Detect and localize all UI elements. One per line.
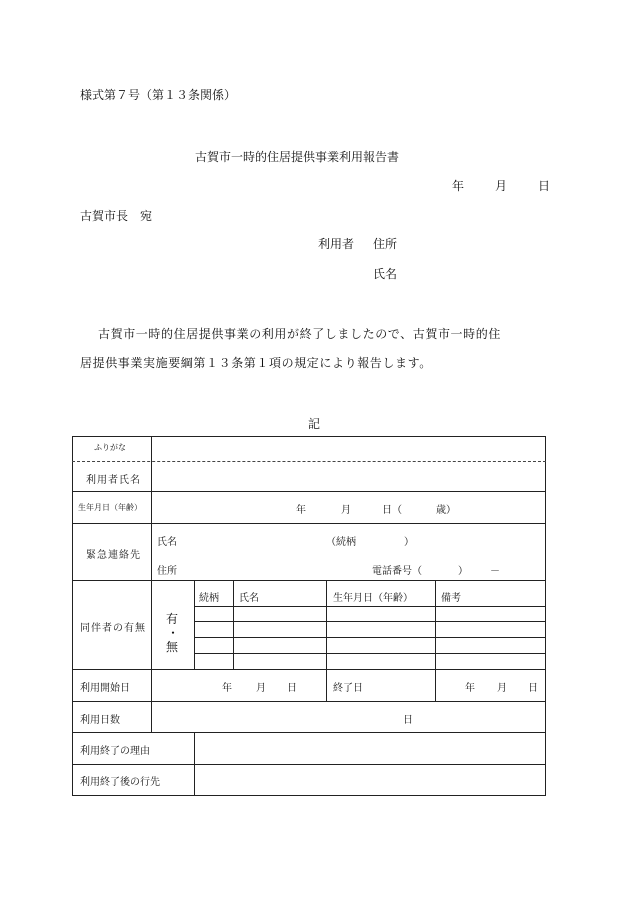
end-day: 日 [528, 683, 538, 694]
emergency-name: 氏名 [157, 537, 177, 548]
start-day: 日 [287, 683, 297, 694]
user-name-input[interactable] [152, 462, 545, 491]
emergency-phone: 電話番号（ [372, 566, 422, 577]
ki-heading: 記 [308, 417, 321, 431]
destination-label: 利用終了後の行先 [80, 777, 160, 788]
start-date-label: 利用開始日 [80, 683, 130, 694]
start-year: 年 [222, 683, 232, 694]
birth-label: 生年月日（年齢） [78, 503, 142, 512]
start-month: 月 [256, 683, 266, 694]
emergency-relation-close: ） [404, 537, 414, 548]
companion-label: 同伴者の有無 [80, 623, 146, 634]
birth-day: 日（ [382, 505, 402, 516]
birth-age: 歳） [436, 505, 456, 516]
emergency-phone-dash: － [490, 566, 500, 577]
emergency-phone-close: ） [458, 566, 468, 577]
birth-year: 年 [296, 505, 306, 516]
addressee: 古賀市長 宛 [80, 209, 153, 223]
body-line-1: 古賀市一時的住居提供事業の利用が終了しましたので、古賀市一時的住 [98, 327, 501, 341]
emergency-address: 住所 [157, 566, 177, 577]
end-date-label: 終了日 [333, 683, 363, 694]
reason-input[interactable] [195, 733, 545, 764]
destination-input[interactable] [195, 765, 545, 795]
companion-header-birth: 生年月日（年齢） [333, 593, 413, 604]
companion-header-notes: 備考 [441, 593, 461, 604]
companion-yes: 有 [166, 612, 179, 626]
reason-label: 利用終了の理由 [80, 746, 150, 757]
birth-month: 月 [341, 505, 351, 516]
companion-no: 無 [166, 640, 179, 654]
user-name-label: 氏名 [373, 267, 398, 281]
end-year: 年 [465, 683, 475, 694]
user-address-label: 住所 [373, 237, 398, 251]
days-label: 利用日数 [80, 715, 120, 726]
date-year: 年 [452, 179, 465, 193]
document-title: 古賀市一時的住居提供事業利用報告書 [195, 150, 400, 164]
date-day: 日 [538, 179, 551, 193]
date-month: 月 [495, 179, 508, 193]
companion-header-relation: 続柄 [199, 593, 219, 604]
companion-dot: ・ [167, 626, 180, 640]
body-line-2: 居提供事業実施要綱第１３条第１項の規定により報告します。 [80, 356, 432, 370]
furigana-input[interactable] [152, 437, 545, 460]
furigana-label: ふりがな [94, 443, 126, 452]
end-month: 月 [497, 683, 507, 694]
form-number: 様式第７号（第１３条関係） [80, 88, 237, 102]
companion-header-name: 氏名 [239, 593, 259, 604]
emergency-label: 緊急連絡先 [86, 550, 141, 561]
days-unit: 日 [403, 715, 413, 726]
user-label: 利用者 [318, 237, 355, 251]
user-name-cell-label: 利用者氏名 [86, 475, 141, 486]
emergency-relation-open: （続柄 [326, 537, 356, 548]
